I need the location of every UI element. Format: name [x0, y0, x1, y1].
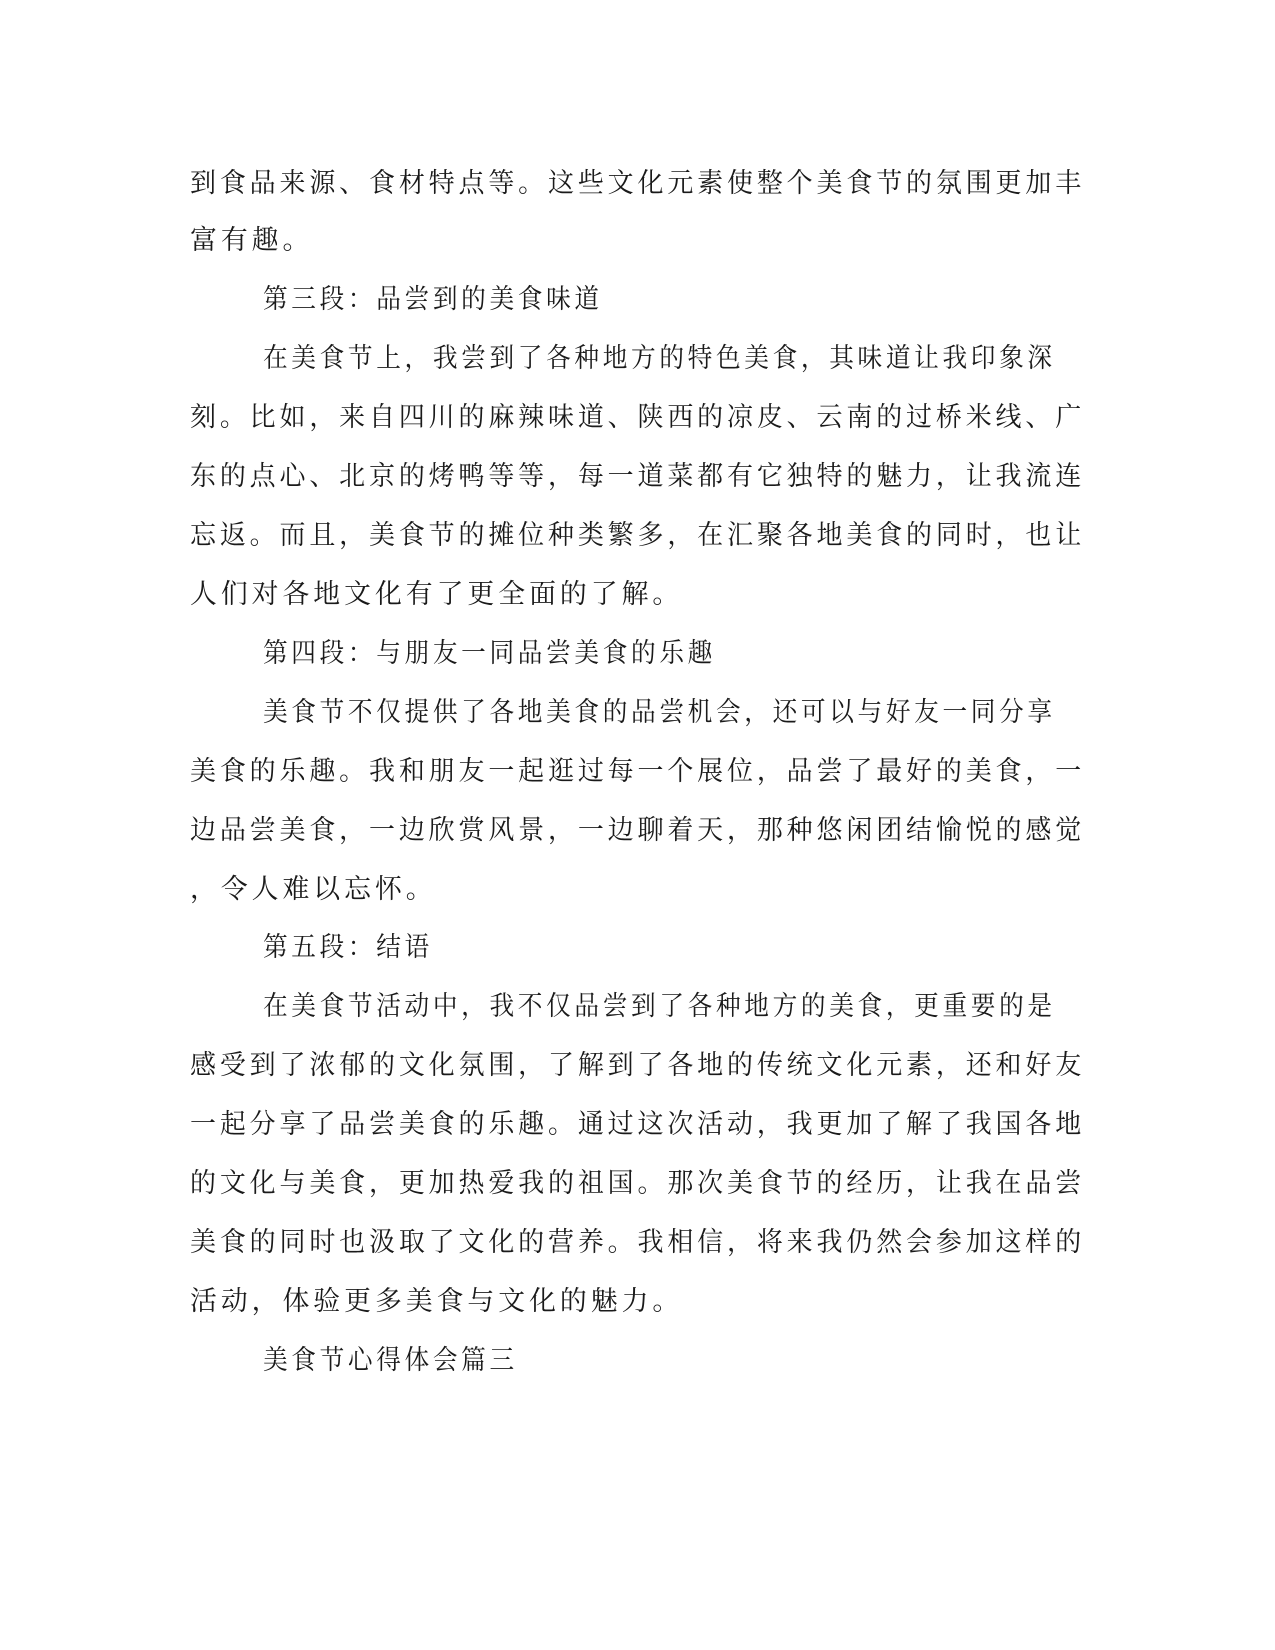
body-line: 的文化与美食，更加热爱我的祖国。那次美食节的经历，让我在品尝: [190, 1168, 1086, 1199]
body-line: 美食的同时也汲取了文化的营养。我相信，将来我仍然会参加这样的: [190, 1227, 1086, 1258]
body-line: 人们对各地文化有了更全面的了解。: [190, 579, 684, 610]
section-heading-4: 第四段：与朋友一同品尝美食的乐趣: [263, 638, 716, 669]
body-line: 在美食节活动中，我不仅品尝到了各种地方的美食，更重要的是: [263, 991, 1056, 1022]
section-heading-3: 第三段：品尝到的美食味道: [263, 284, 603, 315]
body-line: 富有趣。: [190, 225, 314, 256]
body-line: 感受到了浓郁的文化氛围，了解到了各地的传统文化元素，还和好友: [190, 1050, 1086, 1081]
body-line: 活动，体验更多美食与文化的魅力。: [190, 1286, 684, 1317]
body-line: 忘返。而且，美食节的摊位种类繁多，在汇聚各地美食的同时，也让: [190, 520, 1086, 551]
body-line: 一起分享了品尝美食的乐趣。通过这次活动，我更加了解了我国各地: [190, 1109, 1086, 1140]
body-line: 美食节不仅提供了各地美食的品尝机会，还可以与好友一同分享: [263, 697, 1056, 728]
body-line: 到食品来源、食材特点等。这些文化元素使整个美食节的氛围更加丰: [190, 168, 1086, 199]
body-line: 东的点心、北京的烤鸭等等，每一道菜都有它独特的魅力，让我流连: [190, 461, 1086, 492]
body-line: 美食的乐趣。我和朋友一起逛过每一个展位，品尝了最好的美食，一: [190, 756, 1086, 787]
section-heading-5: 第五段：结语: [263, 932, 433, 963]
body-line: ，令人难以忘怀。: [190, 874, 437, 905]
next-article-title: 美食节心得体会篇三: [263, 1345, 518, 1376]
body-line: 边品尝美食，一边欣赏风景，一边聊着天，那种悠闲团结愉悦的感觉: [190, 815, 1086, 846]
body-line: 在美食节上，我尝到了各种地方的特色美食，其味道让我印象深: [263, 343, 1056, 374]
body-line: 刻。比如，来自四川的麻辣味道、陕西的凉皮、云南的过桥米线、广: [190, 402, 1086, 433]
